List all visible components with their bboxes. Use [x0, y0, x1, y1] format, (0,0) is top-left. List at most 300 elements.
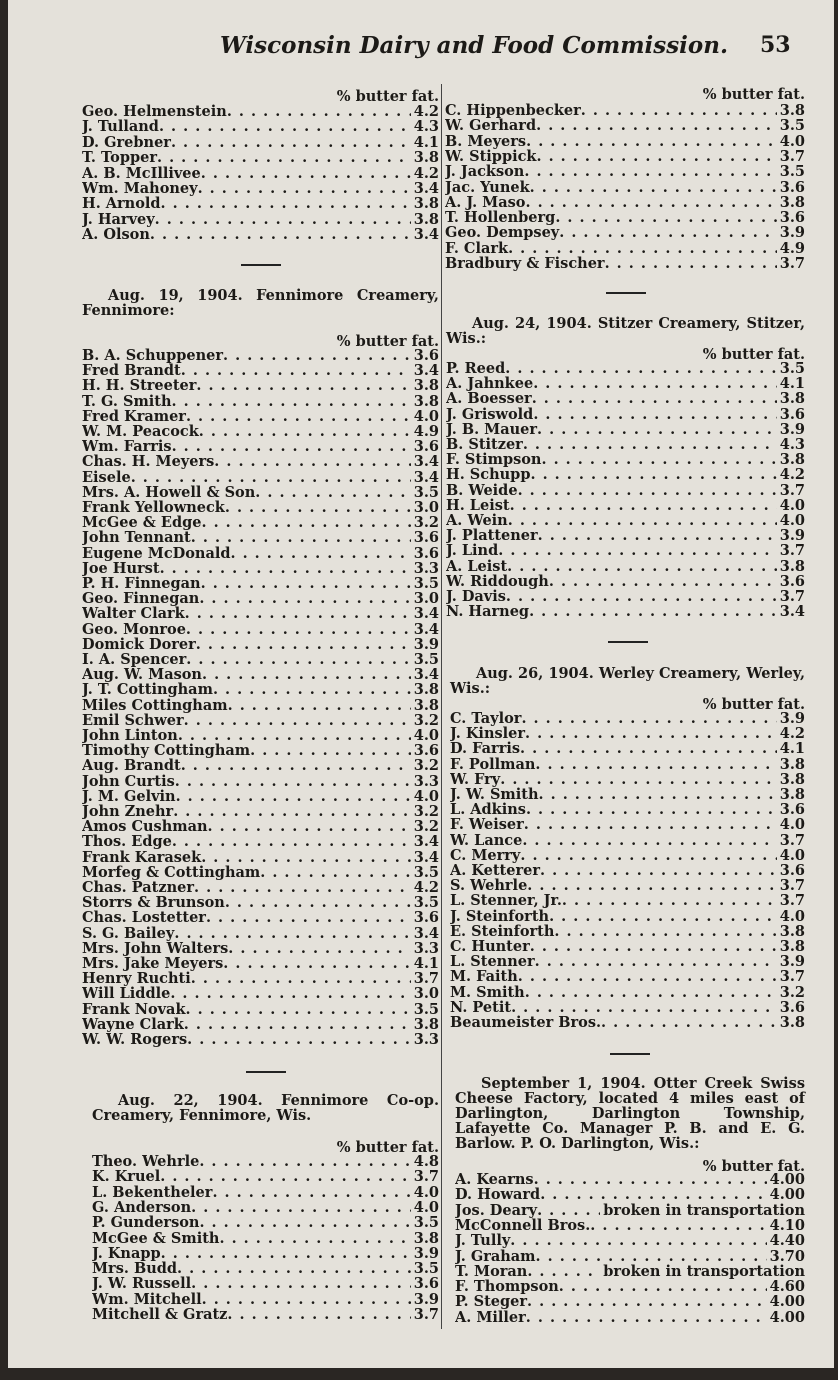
dot-leader [227, 1307, 410, 1322]
dot-leader [173, 804, 411, 819]
patron-name: T. Moran [455, 1263, 528, 1279]
section-separator [241, 264, 281, 266]
table-row [82, 439, 439, 454]
table-row [82, 394, 439, 409]
dot-leader [228, 941, 410, 956]
table-row [82, 212, 439, 227]
section-heading: Aug. 19, 1904. Fennimore Creamery, Fennimore: [82, 287, 439, 319]
table-row [445, 180, 805, 195]
butter-fat-value: 4.40 [769, 1233, 805, 1249]
table-row [82, 409, 439, 424]
patron-name: Mrs. A. Howell & Son [82, 484, 256, 500]
dot-leader [590, 1218, 766, 1233]
dot-leader [581, 103, 777, 118]
butter-fat-value: 4.2 [779, 726, 805, 742]
table-row [92, 1261, 439, 1276]
patron-name: I. A. Spencer [82, 652, 187, 667]
dot-leader [157, 150, 411, 165]
table-row [82, 150, 439, 165]
patron-name: P. Gunderson [92, 1215, 200, 1231]
table-row [450, 848, 805, 863]
patron-name: H. Schupp [446, 467, 531, 483]
section-separator [246, 1071, 286, 1073]
dot-leader [601, 1015, 777, 1030]
dot-leader [510, 1233, 766, 1248]
table-row [446, 483, 805, 498]
butter-fat-value: 3.4 [413, 834, 439, 850]
table-row [82, 454, 439, 469]
patron-name: J. Plattener [446, 528, 538, 544]
butter-fat-value: broken in transportation [603, 1263, 805, 1279]
butter-fat-column-header: % butter fat. [702, 696, 805, 713]
butter-fat-value: 3.9 [779, 421, 805, 437]
patron-name: McConnell Bros. [455, 1217, 591, 1233]
patron-name: B. A. Schuppener [82, 348, 223, 363]
patron-name: W. Riddough [446, 573, 549, 589]
dot-leader [150, 227, 411, 242]
dot-leader [223, 348, 411, 363]
butter-fat-value: 3.4 [413, 621, 439, 637]
table-row [82, 758, 439, 773]
butter-fat-value: 3.8 [413, 1230, 439, 1246]
patron-name: C. Merry [450, 847, 521, 863]
patron-name: T. G. Smith [82, 393, 172, 409]
dot-leader [505, 361, 777, 376]
dot-leader [507, 559, 777, 574]
dot-leader [170, 986, 410, 1001]
butter-fat-value: 3.5 [779, 164, 805, 180]
patron-name: Henry Ruchti [82, 971, 191, 987]
butter-fat-value: 3.8 [779, 939, 805, 954]
dot-leader [160, 561, 411, 576]
dot-leader [174, 926, 410, 941]
butter-fat-value: 3.8 [413, 1016, 439, 1032]
dot-leader [185, 606, 411, 621]
butter-fat-value: 3.5 [413, 895, 439, 911]
dot-leader [175, 774, 411, 789]
dot-leader [159, 119, 411, 134]
butter-fat-value: 3.7 [779, 256, 805, 271]
butter-fat-value: 3.8 [779, 1015, 805, 1030]
butter-fat-value: 3.9 [779, 954, 805, 970]
dot-leader [541, 452, 776, 467]
table-row [450, 954, 805, 969]
butter-fat-value: 3.4 [413, 454, 439, 470]
dot-leader [177, 1261, 411, 1276]
dot-leader [559, 225, 777, 240]
table-row [82, 485, 439, 500]
dot-leader [198, 181, 411, 196]
butter-fat-value: 3.8 [413, 196, 439, 212]
patron-name: John Curtis [82, 773, 175, 789]
table-row [82, 804, 439, 819]
butter-fat-value: 3.5 [413, 652, 439, 667]
table-row [92, 1154, 439, 1169]
dot-leader [525, 726, 777, 741]
patron-name: Thos. Edge [82, 834, 172, 850]
patron-name: K. Kruel [92, 1169, 161, 1185]
dot-leader [194, 880, 411, 895]
dot-leader [534, 1172, 767, 1187]
patron-name: John Tennant [82, 530, 191, 546]
table-row [455, 1172, 805, 1187]
patron-name: Chas. Lostetter [82, 910, 206, 926]
butter-fat-value: 3.3 [413, 560, 439, 576]
butter-fat-column-header: % butter fat. [702, 86, 805, 103]
section-separator [606, 292, 646, 294]
dot-leader [537, 422, 777, 437]
table-row [82, 424, 439, 439]
patron-name: J. Davis [446, 589, 506, 604]
table-row [455, 1187, 805, 1202]
butter-fat-value: 3.4 [413, 925, 439, 941]
table-row [446, 452, 805, 467]
table-row [445, 241, 805, 256]
butter-fat-value: 3.5 [413, 1001, 439, 1017]
section-separator [608, 641, 648, 643]
table-row [92, 1215, 439, 1230]
table-row [82, 941, 439, 956]
dot-leader [524, 817, 777, 832]
butter-fat-value: 4.0 [779, 497, 805, 513]
dot-leader [206, 910, 411, 925]
dot-leader [196, 378, 410, 393]
dot-leader [184, 1017, 411, 1032]
butter-fat-value: 3.9 [779, 528, 805, 544]
table-row [455, 1310, 805, 1325]
patron-name: A. Miller [455, 1309, 526, 1325]
butter-fat-value: 3.7 [413, 1307, 439, 1322]
patron-name: D. Grebner [82, 134, 171, 150]
butter-fat-value: 3.2 [413, 712, 439, 728]
dot-leader [605, 256, 777, 271]
patron-name: B. Stitzer [446, 437, 523, 452]
dot-leader [131, 470, 411, 485]
dot-leader [186, 622, 411, 637]
patron-name: Mrs. John Walters [82, 940, 229, 956]
table-row [450, 863, 805, 878]
table-row [82, 956, 439, 971]
dot-leader [533, 407, 776, 422]
patron-name: J. Griswold [446, 406, 534, 422]
patron-name: J. Tully [455, 1233, 511, 1249]
table-row [450, 1000, 805, 1015]
dot-leader [526, 802, 777, 817]
patron-name: J. Steinforth [450, 908, 550, 924]
dot-leader [191, 971, 411, 986]
table-row [82, 530, 439, 545]
butter-fat-value: 3.6 [779, 999, 805, 1015]
dot-leader [518, 483, 777, 498]
butter-fat-value: 3.70 [769, 1248, 805, 1264]
butter-fat-value: 3.9 [413, 1245, 439, 1261]
patron-name: Geo. Dempsey [445, 225, 560, 241]
patron-name: S. Wehrle [450, 878, 528, 894]
patron-name: Jac. Yunek [445, 179, 530, 195]
butter-fat-value: 3.7 [779, 543, 805, 559]
patron-name: D. Howard [455, 1187, 541, 1203]
patron-name: Wm. Mitchell [92, 1291, 202, 1307]
dot-leader [508, 241, 777, 256]
dot-leader [199, 591, 410, 606]
patron-name: B. Meyers [445, 133, 527, 149]
patron-name: Emil Schwer [82, 712, 184, 728]
patron-name: Timothy Cottingham [82, 743, 251, 759]
butter-fat-value: 3.6 [413, 910, 439, 926]
patron-name: Frank Novak [82, 1001, 186, 1017]
dot-leader [500, 772, 777, 787]
table-row [455, 1264, 805, 1279]
butter-fat-value: 3.3 [413, 773, 439, 789]
patron-name: Frank Yellowneck [82, 500, 225, 515]
table-row [455, 1203, 805, 1218]
table-row [446, 407, 805, 422]
table-row [450, 802, 805, 817]
table-row [82, 606, 439, 621]
table-row [450, 985, 805, 1000]
table-row [82, 500, 439, 515]
dot-leader [536, 118, 777, 133]
patron-name: N. Harneg [446, 604, 530, 620]
table-row [82, 622, 439, 637]
patron-name: W. M. Peacock [82, 424, 199, 439]
patron-name: F. Pollman [450, 756, 536, 772]
section-heading: Aug. 22, 1904. Fennimore Co-op. Creamery, Fennimore, Wis. [92, 1092, 439, 1124]
butter-fat-value: 3.7 [779, 832, 805, 848]
table-row [445, 210, 805, 225]
table-row [82, 181, 439, 196]
dot-leader [535, 757, 776, 772]
butter-fat-value: 3.8 [779, 391, 805, 407]
patron-name: W. Gerhard [445, 118, 537, 134]
patron-name: J. Harvey [82, 211, 155, 227]
patron-name: J. Jackson [445, 164, 525, 180]
table-row [446, 543, 805, 558]
dot-leader [186, 409, 411, 424]
page-number: 53 [760, 32, 791, 58]
table-row [82, 561, 439, 576]
butter-fat-value: 3.9 [413, 636, 439, 652]
dot-leader [214, 454, 411, 469]
table-row [82, 713, 439, 728]
patron-name: L. Stenner, Jr. [450, 893, 562, 909]
dot-leader [521, 711, 776, 726]
butter-fat-value: 3.6 [779, 406, 805, 422]
dot-leader [225, 500, 411, 515]
butter-fat-value: 3.8 [779, 787, 805, 802]
patron-name: J. W. Smith [450, 787, 539, 802]
table-row [450, 939, 805, 954]
table-row [82, 865, 439, 880]
butter-fat-value: 3.5 [779, 361, 805, 376]
table-row [446, 376, 805, 391]
dot-leader [181, 363, 411, 378]
patron-name: L. Adkins [450, 802, 526, 818]
dot-leader [255, 485, 411, 500]
dot-leader [523, 437, 777, 452]
butter-fat-value: 3.7 [779, 969, 805, 985]
dot-leader [540, 863, 777, 878]
dot-leader [196, 637, 411, 652]
dot-leader [526, 134, 777, 149]
dot-leader [160, 1169, 411, 1184]
butter-fat-value: 3.2 [413, 515, 439, 531]
butter-fat-column-header: % butter fat. [336, 333, 439, 350]
patron-name: Bradbury & Fischer [445, 256, 605, 271]
patron-name: J. Graham [455, 1248, 536, 1264]
butter-fat-value: 4.1 [413, 134, 439, 150]
butter-fat-value: 4.0 [413, 728, 439, 743]
table-row [450, 878, 805, 893]
patron-name: Frank Karasek [82, 849, 202, 865]
table-row [82, 348, 439, 363]
dot-leader [538, 528, 777, 543]
dot-leader [191, 1276, 411, 1291]
patron-name: Mitchell & Gratz [92, 1307, 228, 1322]
table-row [450, 924, 805, 939]
dot-leader [213, 682, 411, 697]
table-row [445, 149, 805, 164]
table-row [82, 667, 439, 682]
dot-leader [227, 104, 411, 119]
dot-leader [191, 1200, 411, 1215]
patron-name: T. Topper [82, 150, 157, 166]
dot-leader [172, 394, 411, 409]
dot-leader [524, 164, 776, 179]
butter-fat-value: 3.6 [779, 802, 805, 818]
patron-name: Chas. H. Meyers [82, 454, 215, 470]
table-row [82, 910, 439, 925]
table-row [445, 195, 805, 210]
patron-name: J. M. Gelvin [82, 788, 176, 804]
table-row [82, 774, 439, 789]
butter-fat-value: broken in transportation [603, 1202, 805, 1218]
butter-fat-value: 3.8 [779, 771, 805, 787]
dot-leader [191, 530, 411, 545]
table-row [82, 728, 439, 743]
patron-name: T. Hollenberg [445, 210, 556, 226]
butter-fat-value: 3.3 [413, 1032, 439, 1047]
dot-leader [539, 787, 777, 802]
table-row [450, 909, 805, 924]
patron-name: A. Olson [82, 227, 150, 243]
table-row [82, 378, 439, 393]
patron-name: Wm. Mahoney [82, 181, 198, 196]
table-row [446, 361, 805, 376]
table-row [82, 789, 439, 804]
butter-fat-value: 3.5 [413, 864, 439, 880]
butter-fat-value: 4.2 [413, 165, 439, 181]
dot-leader [535, 954, 777, 969]
table-row [446, 559, 805, 574]
patron-name: Mrs. Budd [92, 1261, 178, 1277]
table-row [82, 682, 439, 697]
dot-leader [178, 728, 411, 743]
butter-fat-value: 3.6 [779, 863, 805, 878]
patron-name: P. Steger [455, 1294, 527, 1310]
patron-name: C. Hunter [450, 939, 530, 954]
dot-leader [540, 1187, 766, 1202]
dot-leader [260, 865, 411, 880]
patron-name: P. Reed [446, 361, 506, 376]
butter-fat-value: 3.6 [413, 439, 439, 455]
butter-fat-value: 4.0 [779, 847, 805, 863]
table-row [92, 1276, 439, 1291]
patron-name: John Linton [82, 728, 178, 743]
dot-leader [510, 498, 777, 513]
dot-leader [223, 956, 411, 971]
dot-leader [172, 834, 411, 849]
dot-leader [506, 589, 777, 604]
patron-name: Eugene McDonald [82, 545, 231, 561]
dot-leader [536, 149, 776, 164]
butter-fat-column-header: % butter fat. [702, 1158, 805, 1175]
patron-name: C. Hippenbecker [445, 103, 581, 118]
patron-name: Joe Hurst [82, 560, 160, 576]
patron-name: Morfeg & Cottingham [82, 864, 261, 880]
butter-fat-value: 4.1 [779, 741, 805, 757]
butter-fat-value: 4.0 [779, 133, 805, 149]
butter-fat-value: 3.6 [413, 530, 439, 546]
butter-fat-value: 3.7 [779, 878, 805, 894]
butter-fat-value: 4.3 [413, 119, 439, 135]
butter-fat-value: 4.00 [769, 1187, 805, 1203]
dot-leader [526, 1310, 767, 1325]
patron-name: Wayne Clark [82, 1016, 184, 1032]
patron-name: Wm. Farris [82, 439, 172, 455]
butter-fat-value: 3.5 [413, 576, 439, 591]
patron-name: A. Wein [446, 513, 508, 528]
butter-fat-value: 3.5 [413, 1215, 439, 1231]
dot-leader [522, 833, 776, 848]
dot-leader [225, 895, 411, 910]
patron-name: Amos Cushman [82, 819, 208, 835]
table-row [82, 119, 439, 134]
patron-name: W. W. Rogers [82, 1032, 188, 1047]
dot-leader [186, 652, 410, 667]
table-row [446, 467, 805, 482]
patron-name: Jos. Deary [455, 1202, 538, 1218]
table-row [82, 546, 439, 561]
patron-name: P. H. Finnegan [82, 576, 201, 591]
table-row [82, 576, 439, 591]
table-row [446, 574, 805, 589]
patron-name: M. Faith [450, 969, 518, 985]
butter-fat-value: 3.9 [779, 711, 805, 726]
patron-name: F. Thompson [455, 1279, 559, 1295]
dot-leader [199, 424, 411, 439]
table-row [446, 422, 805, 437]
patron-name: L. Bekentheler [92, 1184, 213, 1200]
dot-leader [201, 576, 411, 591]
table-row [450, 833, 805, 848]
dot-leader [212, 1185, 410, 1200]
patron-name: L. Stenner [450, 954, 535, 970]
patron-name: H. Leist [446, 497, 510, 513]
butter-fat-value: 3.4 [413, 469, 439, 485]
butter-fat-value: 3.8 [779, 194, 805, 210]
patron-name: A. Jahnkee [446, 376, 534, 392]
table-row [82, 135, 439, 150]
patron-name: McGee & Smith [92, 1230, 220, 1246]
table-row [82, 104, 439, 119]
patron-name: G. Anderson [92, 1199, 192, 1215]
patron-name: Chas. Patzner [82, 880, 194, 895]
table-row [450, 741, 805, 756]
table-row [82, 743, 439, 758]
butter-fat-value: 3.9 [413, 1291, 439, 1307]
table-row [82, 470, 439, 485]
